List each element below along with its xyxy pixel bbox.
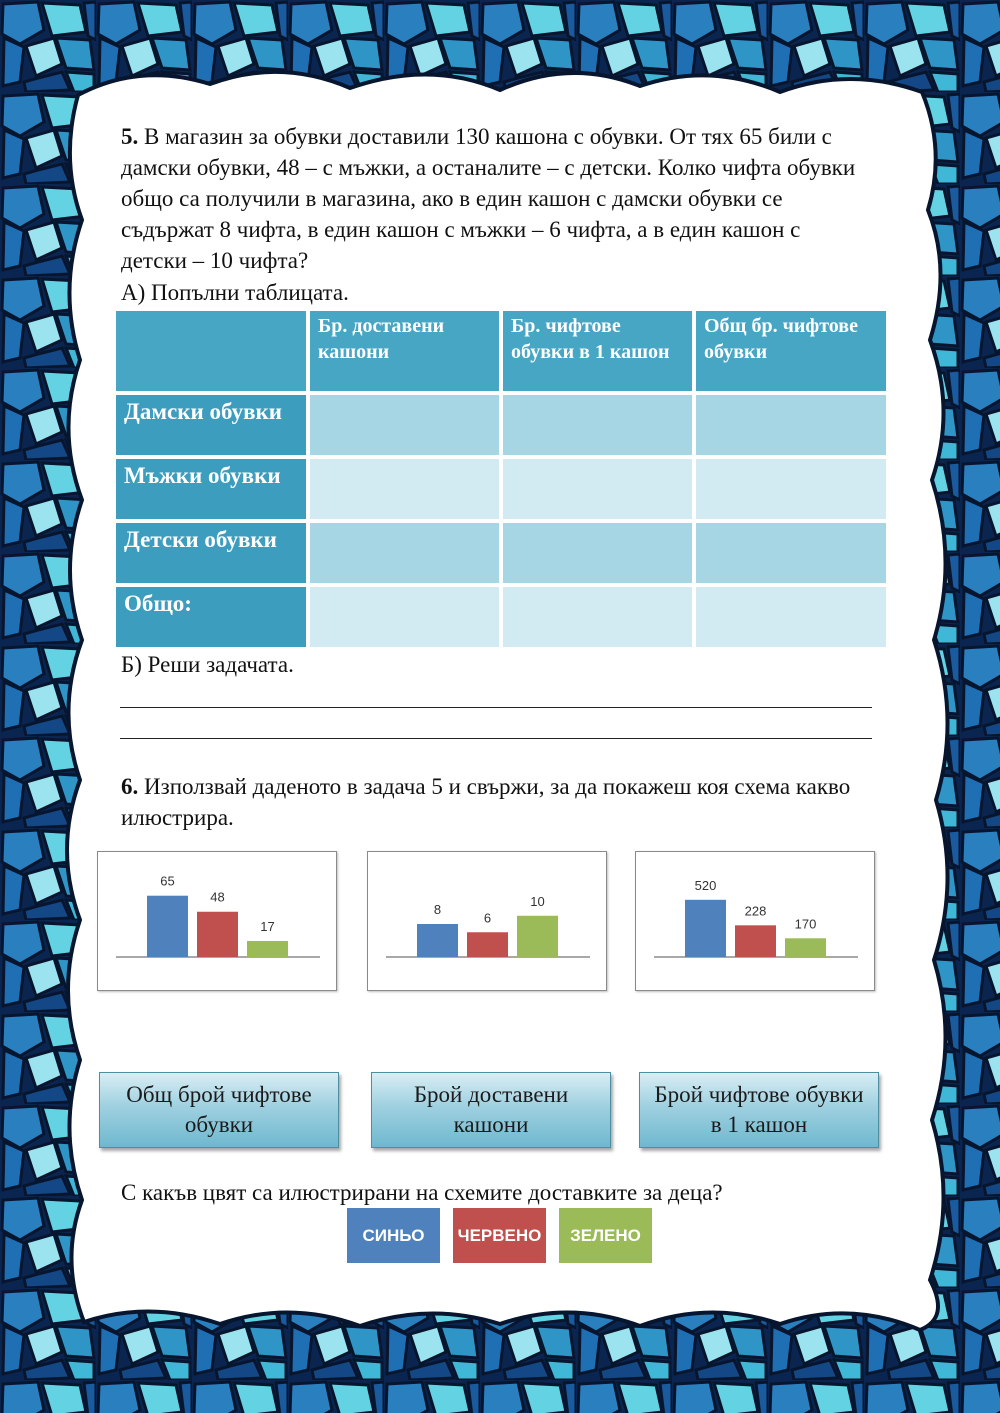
color-button-red[interactable]: ЧЕРВЕНО <box>453 1208 546 1263</box>
answer-cell[interactable] <box>503 523 692 583</box>
chart-bar-Детски <box>785 938 826 957</box>
answer-line[interactable] <box>120 738 872 739</box>
task5-text: 5. В магазин за обувки доставили 130 кашона с обувки. От тях 65 били с дамски обувки, 48 – с мъжки, а останалите – с детски. Колко чифта обувки общо са получили в магазина, ако в един кашон с дамски обувки се съдържат 8 чифта, в един кашон с мъжки – 6 чифта, а в един кашон с детски – 10 чифта? <box>121 124 856 273</box>
answer-cell[interactable] <box>310 395 499 455</box>
table-row <box>116 523 886 583</box>
chart-bar-Мъжки <box>735 925 776 957</box>
match-button-boxes[interactable]: Брой доставени кашони <box>371 1072 611 1148</box>
chart-bar-Детски <box>517 916 558 957</box>
chart-box-3[interactable] <box>635 851 875 991</box>
chart-bar-Дамски <box>685 900 726 957</box>
row-label: Общо: <box>116 587 306 647</box>
table-header-cell: Общ бр. чифтове обувки <box>696 311 886 391</box>
match-button-pairs-per-box[interactable]: Брой чифтове обувки в 1 кашон <box>639 1072 879 1148</box>
color-button-blue[interactable]: СИНЬО <box>347 1208 440 1263</box>
bar-chart-3 <box>636 852 874 990</box>
task6-text: 6. Използвай даденото в задача 5 и свържи, за да покажеш коя схема какво илюстрира. <box>121 774 851 830</box>
color-question: С какъв цвят са илюстрирани на схемите доставките за деца? <box>121 1180 723 1205</box>
row-label: Дамски обувки <box>116 395 306 455</box>
table-header-cell <box>116 311 306 391</box>
chart-box-2[interactable] <box>367 851 607 991</box>
task5-part-b: Б) Реши задачата. <box>121 652 294 677</box>
chart-data-label: 520 <box>694 877 717 893</box>
chart-data-label: 10 <box>530 893 545 909</box>
answer-cell[interactable] <box>696 395 886 455</box>
table-row <box>116 587 886 647</box>
chart-data-label: 170 <box>794 916 817 932</box>
chart-bar-Мъжки <box>197 912 238 957</box>
answer-line[interactable] <box>120 707 872 708</box>
bar-chart-1 <box>98 852 336 990</box>
answer-cell[interactable] <box>310 459 499 519</box>
row-label: Детски обувки <box>116 523 306 583</box>
chart-bar-Детски <box>247 941 288 957</box>
bar-chart-2 <box>368 852 606 990</box>
table-header-cell: Бр. доставени кашони <box>310 311 499 391</box>
chart-data-label: 17 <box>260 918 275 934</box>
answer-cell[interactable] <box>310 523 499 583</box>
answer-cell[interactable] <box>696 523 886 583</box>
chart-data-label: 48 <box>210 889 225 905</box>
match-button-total-pairs[interactable]: Общ брой чифтове обувки <box>99 1072 339 1148</box>
table-row <box>116 395 886 455</box>
answer-cell[interactable] <box>696 587 886 647</box>
chart-bar-Дамски <box>147 896 188 957</box>
table-header-cell: Бр. чифтове обувки в 1 кашон <box>503 311 692 391</box>
chart-data-label: 8 <box>433 902 442 917</box>
color-button-green[interactable]: ЗЕЛЕНО <box>559 1208 652 1263</box>
answer-cell[interactable] <box>503 459 692 519</box>
answer-cell[interactable] <box>696 459 886 519</box>
task5-part-a: А) Попълни таблицата. <box>121 280 349 305</box>
answer-cell[interactable] <box>503 395 692 455</box>
chart-data-label: 228 <box>744 903 767 919</box>
answer-cell[interactable] <box>503 587 692 647</box>
chart-data-label: 6 <box>483 910 492 926</box>
row-label: Мъжки обувки <box>116 459 306 519</box>
chart-bar-Мъжки <box>467 932 508 957</box>
answer-cell[interactable] <box>310 587 499 647</box>
table-row <box>116 459 886 519</box>
chart-box-1[interactable] <box>97 851 337 991</box>
table-header-row <box>116 311 886 391</box>
shoes-table <box>112 307 890 651</box>
chart-data-label: 65 <box>160 873 175 889</box>
chart-bar-Дамски <box>417 924 458 957</box>
